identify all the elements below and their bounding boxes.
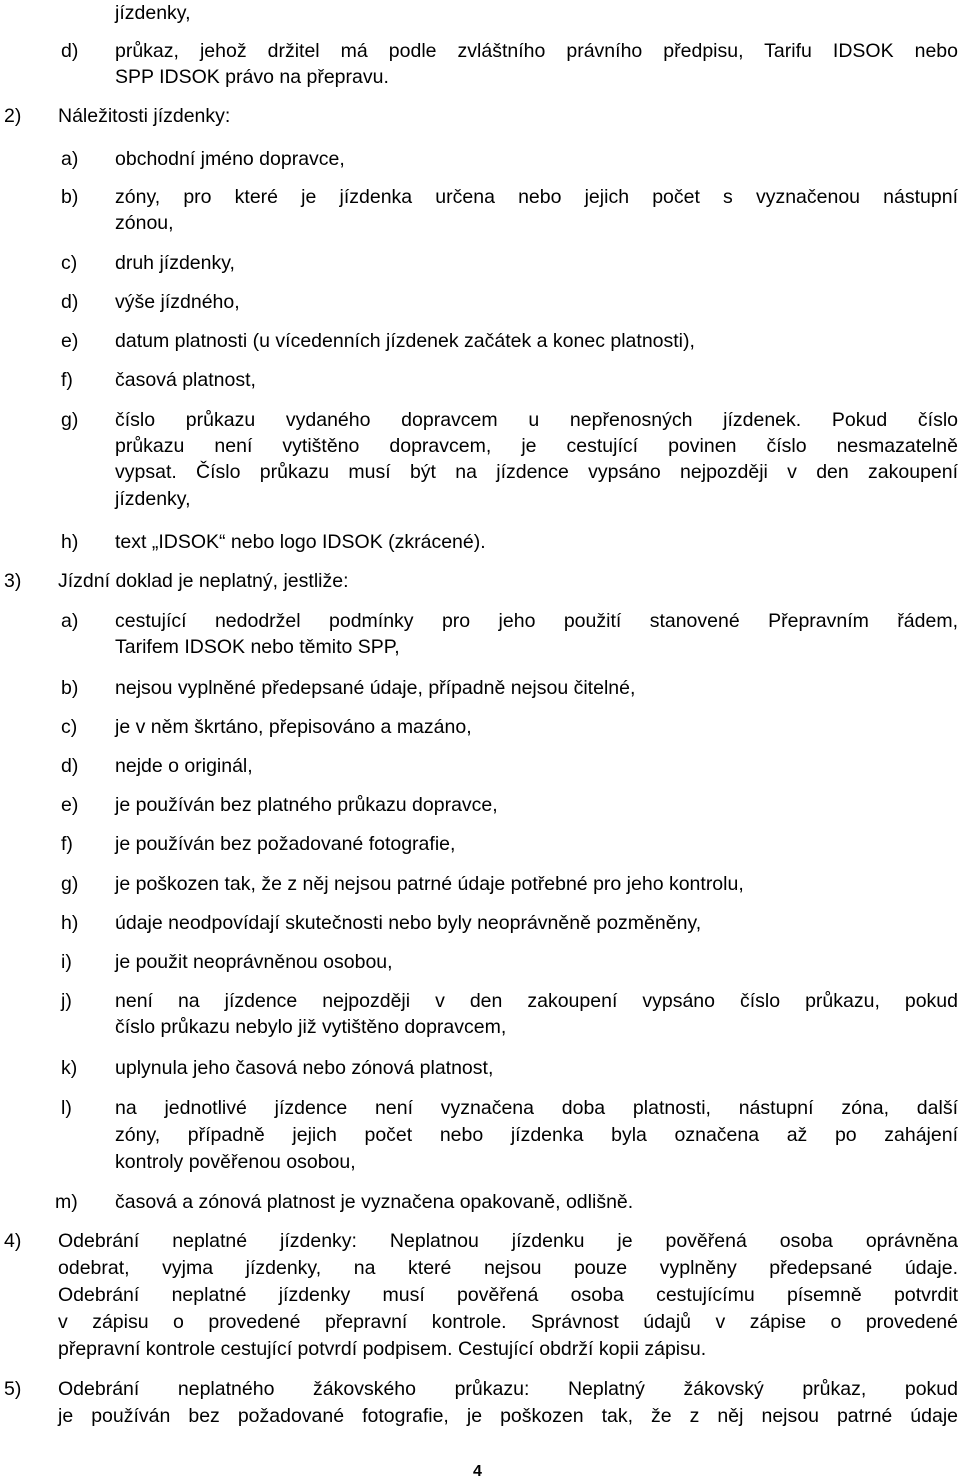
item-label: h) bbox=[61, 912, 79, 934]
item-text-line: zóny, pro které je jízdenka určena nebo jejich počet s vyznačenou nástupní bbox=[115, 186, 958, 208]
item-text-line: SPP IDSOK právo na přepravu. bbox=[115, 66, 389, 88]
item-label: l) bbox=[61, 1097, 72, 1119]
item-text-line: průkaz, jehož držitel má podle zvláštního právního předpisu, Tarifu IDSOK nebo bbox=[115, 40, 958, 62]
item-text-line: jízdenky, bbox=[115, 488, 191, 510]
item-text-line: datum platnosti (u vícedenních jízdenek začátek a konec platnosti), bbox=[115, 330, 695, 352]
paragraph-line: v zápisu o provedené přepravní kontrole. Správnost údajů v zápise o provedené bbox=[58, 1311, 958, 1333]
item-text-line: časová a zónová platnost je vyznačena opakovaně, odlišně. bbox=[115, 1191, 634, 1213]
item-text-line: obchodní jméno dopravce, bbox=[115, 148, 345, 170]
item-text-line: průkazu není vytištěno dopravcem, je cestující povinen číslo nesmazatelně bbox=[115, 435, 958, 457]
item-label: m) bbox=[55, 1191, 78, 1213]
section-number: 3) bbox=[4, 570, 22, 592]
section-heading: Náležitosti jízdenky: bbox=[58, 105, 231, 127]
item-text-line: nejsou vyplněné předepsané údaje, případně nejsou čitelné, bbox=[115, 677, 636, 699]
item-text-line: zónou, bbox=[115, 212, 174, 234]
item-text-line: výše jízdného, bbox=[115, 291, 240, 313]
item-text-line: text „IDSOK“ nebo logo IDSOK (zkrácené). bbox=[115, 531, 486, 553]
item-label: g) bbox=[61, 873, 79, 895]
paragraph-line: Odebrání neplatné jízdenky: Neplatnou jízdenku je pověřená osoba oprávněna bbox=[58, 1230, 958, 1252]
item-label: b) bbox=[61, 677, 79, 699]
item-label: e) bbox=[61, 330, 79, 352]
item-text-line: je použit neoprávněnou osobou, bbox=[115, 951, 393, 973]
item-text-line: na jednotlivé jízdence není vyznačena doba platnosti, nástupní zóna, další bbox=[115, 1097, 958, 1119]
item-text-line: časová platnost, bbox=[115, 369, 256, 391]
item-label: a) bbox=[61, 148, 79, 170]
item-label: c) bbox=[61, 716, 78, 738]
item-label: g) bbox=[61, 409, 79, 431]
item-text-line: je v něm škrtáno, přepisováno a mazáno, bbox=[115, 716, 472, 738]
section-heading: Jízdní doklad je neplatný, jestliže: bbox=[58, 570, 349, 592]
item-text-line: kontroly pověřenou osobou, bbox=[115, 1151, 356, 1173]
item-text-line: zóny, případně jejich počet nebo jízdenka byla označena až po zahájení bbox=[115, 1124, 958, 1146]
item-label: j) bbox=[61, 990, 72, 1012]
item-label: b) bbox=[61, 186, 79, 208]
page-number: 4 bbox=[473, 1463, 482, 1480]
paragraph-line: odebrat, vyjma jízdenky, na které nejsou pouze vyplněny předepsané údaje. bbox=[58, 1257, 958, 1279]
paragraph-line: je používán bez požadované fotografie, je poškozen tak, že z něj nejsou patrné údaje bbox=[58, 1405, 958, 1427]
item-label: d) bbox=[61, 755, 79, 777]
paragraph-line: přepravní kontrole cestující potvrdí podpisem. Cestující obdrží kopii zápisu. bbox=[58, 1338, 707, 1360]
item-text-line: je používán bez platného průkazu dopravce, bbox=[115, 794, 498, 816]
item-text-line: je poškozen tak, že z něj nejsou patrné údaje potřebné pro jeho kontrolu, bbox=[115, 873, 744, 895]
item-text-line: druh jízdenky, bbox=[115, 252, 235, 274]
item-label: i) bbox=[61, 951, 72, 973]
continuation-text: jízdenky, bbox=[115, 2, 191, 24]
item-text-line: číslo průkazu nebylo již vytištěno dopravcem, bbox=[115, 1016, 507, 1038]
paragraph-line: Odebrání neplatné jízdenky musí pověřená osoba cestujícímu písemně potvrdit bbox=[58, 1284, 958, 1306]
item-label: a) bbox=[61, 610, 79, 632]
item-text-line: údaje neodpovídají skutečnosti nebo byly neoprávněně pozměněny, bbox=[115, 912, 702, 934]
item-label: k) bbox=[61, 1057, 78, 1079]
item-label: f) bbox=[61, 833, 73, 855]
item-text-line: uplynula jeho časová nebo zónová platnost, bbox=[115, 1057, 494, 1079]
item-text-line: nejde o originál, bbox=[115, 755, 253, 777]
section-number: 4) bbox=[4, 1230, 22, 1252]
item-label: d) bbox=[61, 291, 79, 313]
section-number: 5) bbox=[4, 1378, 22, 1400]
item-label: e) bbox=[61, 794, 79, 816]
item-text-line: Tarifem IDSOK nebo těmito SPP, bbox=[115, 636, 400, 658]
item-label: f) bbox=[61, 369, 73, 391]
item-text-line: číslo průkazu vydaného dopravcem u nepřenosných jízdenek. Pokud číslo bbox=[115, 409, 958, 431]
item-text-line: vypsat. Číslo průkazu musí být na jízdence vypsáno nejpozději v den zakoupení bbox=[115, 461, 958, 483]
section-number: 2) bbox=[4, 105, 22, 127]
item-label: h) bbox=[61, 531, 79, 553]
item-text-line: je používán bez požadované fotografie, bbox=[115, 833, 456, 855]
item-label: c) bbox=[61, 252, 78, 274]
paragraph-line: Odebrání neplatného žákovského průkazu: Neplatný žákovský průkaz, pokud bbox=[58, 1378, 958, 1400]
item-text-line: není na jízdence nejpozději v den zakoupení vypsáno číslo průkazu, pokud bbox=[115, 990, 958, 1012]
item-label: d) bbox=[61, 40, 79, 62]
item-text-line: cestující nedodržel podmínky pro jeho použití stanovené Přepravním řádem, bbox=[115, 610, 958, 632]
